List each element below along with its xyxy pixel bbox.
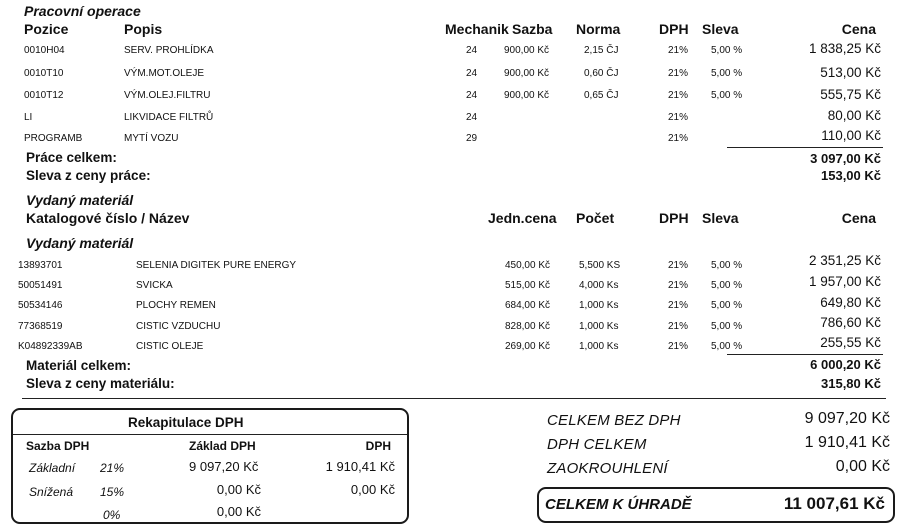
work-sazba: 900,00 Kč (504, 90, 550, 101)
header-norma: Norma (576, 21, 621, 37)
work-discount-value: 153,00 Kč (821, 168, 881, 183)
work-mechanik: 24 (466, 112, 478, 123)
vat-recap-rate: 0% (103, 508, 121, 522)
header-mat-sleva: Sleva (702, 210, 739, 226)
material-cislo: 13893701 (18, 260, 63, 271)
work-pozice: 0010H04 (24, 45, 65, 56)
work-discount-label: Sleva z ceny práce: (26, 168, 151, 183)
material-total-value: 6 000,20 Kč (810, 357, 881, 372)
work-popis: SERV. PROHLÍDKA (124, 45, 214, 56)
header-pozice: Pozice (24, 21, 69, 37)
work-dph: 21% (668, 133, 689, 144)
summary-rounding-label: ZAOKROUHLENÍ (547, 460, 668, 477)
vat-recap-rate: 21% (100, 461, 125, 475)
vat-recap-vat: 0,00 Kč (350, 482, 395, 497)
material-cena: 786,60 Kč (820, 315, 881, 330)
grand-total-box (537, 487, 895, 523)
material-cislo: 77368519 (18, 321, 63, 332)
work-mechanik: 24 (466, 90, 478, 101)
material-pocet: 4,000 Ks (579, 280, 619, 291)
material-pocet: 5,500 KS (579, 260, 621, 271)
material-cena: 1 957,00 Kč (808, 274, 881, 289)
work-pozice: LI (24, 112, 33, 123)
work-popis: VÝM.OLEJ.FILTRU (124, 90, 211, 101)
material-nazev: PLOCHY REMEN (136, 300, 216, 311)
work-popis: MYTÍ VOZU (124, 133, 179, 144)
material-jedn-cena: 828,00 Kč (504, 321, 550, 332)
work-cena: 513,00 Kč (820, 65, 881, 80)
material-sleva: 5,00 % (711, 280, 743, 291)
summary-rounding-value: 0,00 Kč (835, 458, 890, 475)
material-sleva: 5,00 % (711, 341, 743, 352)
vat-recap-title: Rekapitulace DPH (128, 415, 244, 430)
vat-recap-rule (13, 434, 407, 435)
header-dph: DPH (659, 21, 689, 37)
work-norma: 0,60 ČJ (584, 68, 619, 79)
material-dph: 21% (668, 280, 689, 291)
material-dph: 21% (668, 321, 689, 332)
work-total-label: Práce celkem: (26, 150, 117, 165)
material-nazev: SVICKA (136, 280, 173, 291)
work-norma: 0,65 ČJ (584, 90, 619, 101)
material-jedn-cena: 684,00 Kč (504, 300, 550, 311)
material-pocet: 1,000 Ks (579, 300, 619, 311)
material-sleva: 5,00 % (711, 321, 743, 332)
material-sleva: 5,00 % (711, 300, 743, 311)
material-cislo: 50534146 (18, 300, 63, 311)
vat-recap-header-dph: DPH (365, 439, 391, 453)
header-katalog: Katalogové číslo / Název (26, 210, 190, 226)
vat-recap-header-zaklad: Základ DPH (189, 439, 256, 453)
grand-total-label: CELKEM K ÚHRADĚ (545, 496, 692, 513)
material-pocet: 1,000 Ks (579, 341, 619, 352)
header-popis: Popis (124, 21, 163, 37)
vat-recap-rate-name: Snížená (29, 485, 74, 499)
material-section-title: Vydaný materiál (26, 192, 134, 208)
header-pocet: Počet (576, 210, 615, 226)
vat-recap-box (11, 408, 409, 524)
work-pozice: 0010T10 (24, 68, 64, 79)
work-cena: 1 838,25 Kč (808, 41, 881, 56)
material-dph: 21% (668, 300, 689, 311)
work-dph: 21% (668, 112, 689, 123)
summary-vat-label: DPH CELKEM (547, 436, 647, 453)
material-discount-value: 315,80 Kč (821, 376, 881, 391)
material-sleva: 5,00 % (711, 260, 743, 271)
work-sazba: 900,00 Kč (504, 68, 550, 79)
material-cena: 255,55 Kč (820, 335, 881, 350)
work-sleva: 5,00 % (711, 90, 743, 101)
header-cena: Cena (841, 21, 876, 37)
material-jedn-cena: 515,00 Kč (504, 280, 550, 291)
material-cena: 649,80 Kč (820, 295, 881, 310)
header-sazba: Sazba (512, 21, 553, 37)
vat-recap-rate-name: Základní (29, 461, 76, 475)
header-sleva: Sleva (702, 21, 739, 37)
material-cislo: K04892339AB (18, 341, 83, 352)
material-dph: 21% (668, 341, 689, 352)
material-nazev: SELENIA DIGITEK PURE ENERGY (136, 260, 297, 271)
work-pozice: PROGRAMB (24, 133, 83, 144)
vat-recap-base: 9 097,20 Kč (189, 459, 259, 474)
vat-recap-vat: 1 910,41 Kč (325, 459, 395, 474)
material-dph: 21% (668, 260, 689, 271)
work-cena: 80,00 Kč (827, 108, 881, 123)
material-cislo: 50051491 (18, 280, 63, 291)
material-jedn-cena: 269,00 Kč (504, 341, 550, 352)
material-discount-label: Sleva z ceny materiálu: (26, 376, 175, 391)
vat-recap-base: 0,00 Kč (216, 504, 261, 519)
material-total-label: Materiál celkem: (26, 358, 132, 373)
work-norma: 2,15 ČJ (584, 45, 619, 56)
grand-total-value: 11 007,61 Kč (783, 494, 885, 513)
work-popis: LIKVIDACE FILTRŮ (124, 112, 214, 123)
work-popis: VÝM.MOT.OLEJE (124, 68, 205, 79)
work-mechanik: 24 (466, 45, 478, 56)
work-dph: 21% (668, 45, 689, 56)
summary-without-vat-label: CELKEM BEZ DPH (547, 412, 681, 429)
material-nazev: CISTIC OLEJE (136, 341, 204, 352)
header-mechanik: Mechanik (445, 21, 509, 37)
summary-without-vat-value: 9 097,20 Kč (804, 410, 890, 427)
work-mechanik: 29 (466, 133, 478, 144)
vat-recap-rate: 15% (100, 485, 125, 499)
summary-vat-value: 1 910,41 Kč (804, 434, 890, 451)
header-mat-dph: DPH (659, 210, 689, 226)
work-sleva: 5,00 % (711, 45, 743, 56)
work-section-title: Pracovní operace (24, 3, 141, 19)
header-mat-cena: Cena (841, 210, 876, 226)
work-total-value: 3 097,00 Kč (810, 151, 881, 166)
material-nazev: CISTIC VZDUCHU (136, 321, 221, 332)
work-total-rule (727, 147, 883, 148)
header-jedn-cena: Jedn.cena (488, 210, 557, 226)
vat-recap-base: 0,00 Kč (216, 482, 261, 497)
vat-recap-header-sazba: Sazba DPH (26, 439, 90, 453)
work-pozice: 0010T12 (24, 90, 64, 101)
material-cena: 2 351,25 Kč (808, 253, 881, 268)
material-total-rule (727, 354, 883, 355)
work-dph: 21% (668, 68, 689, 79)
work-cena: 110,00 Kč (821, 128, 881, 143)
work-sleva: 5,00 % (711, 68, 743, 79)
work-sazba: 900,00 Kč (504, 45, 550, 56)
work-cena: 555,75 Kč (820, 87, 881, 102)
material-pocet: 1,000 Ks (579, 321, 619, 332)
material-jedn-cena: 450,00 Kč (504, 260, 550, 271)
section-divider (22, 398, 886, 399)
work-dph: 21% (668, 90, 689, 101)
material-subsection-title: Vydaný materiál (26, 235, 134, 251)
work-mechanik: 24 (466, 68, 478, 79)
